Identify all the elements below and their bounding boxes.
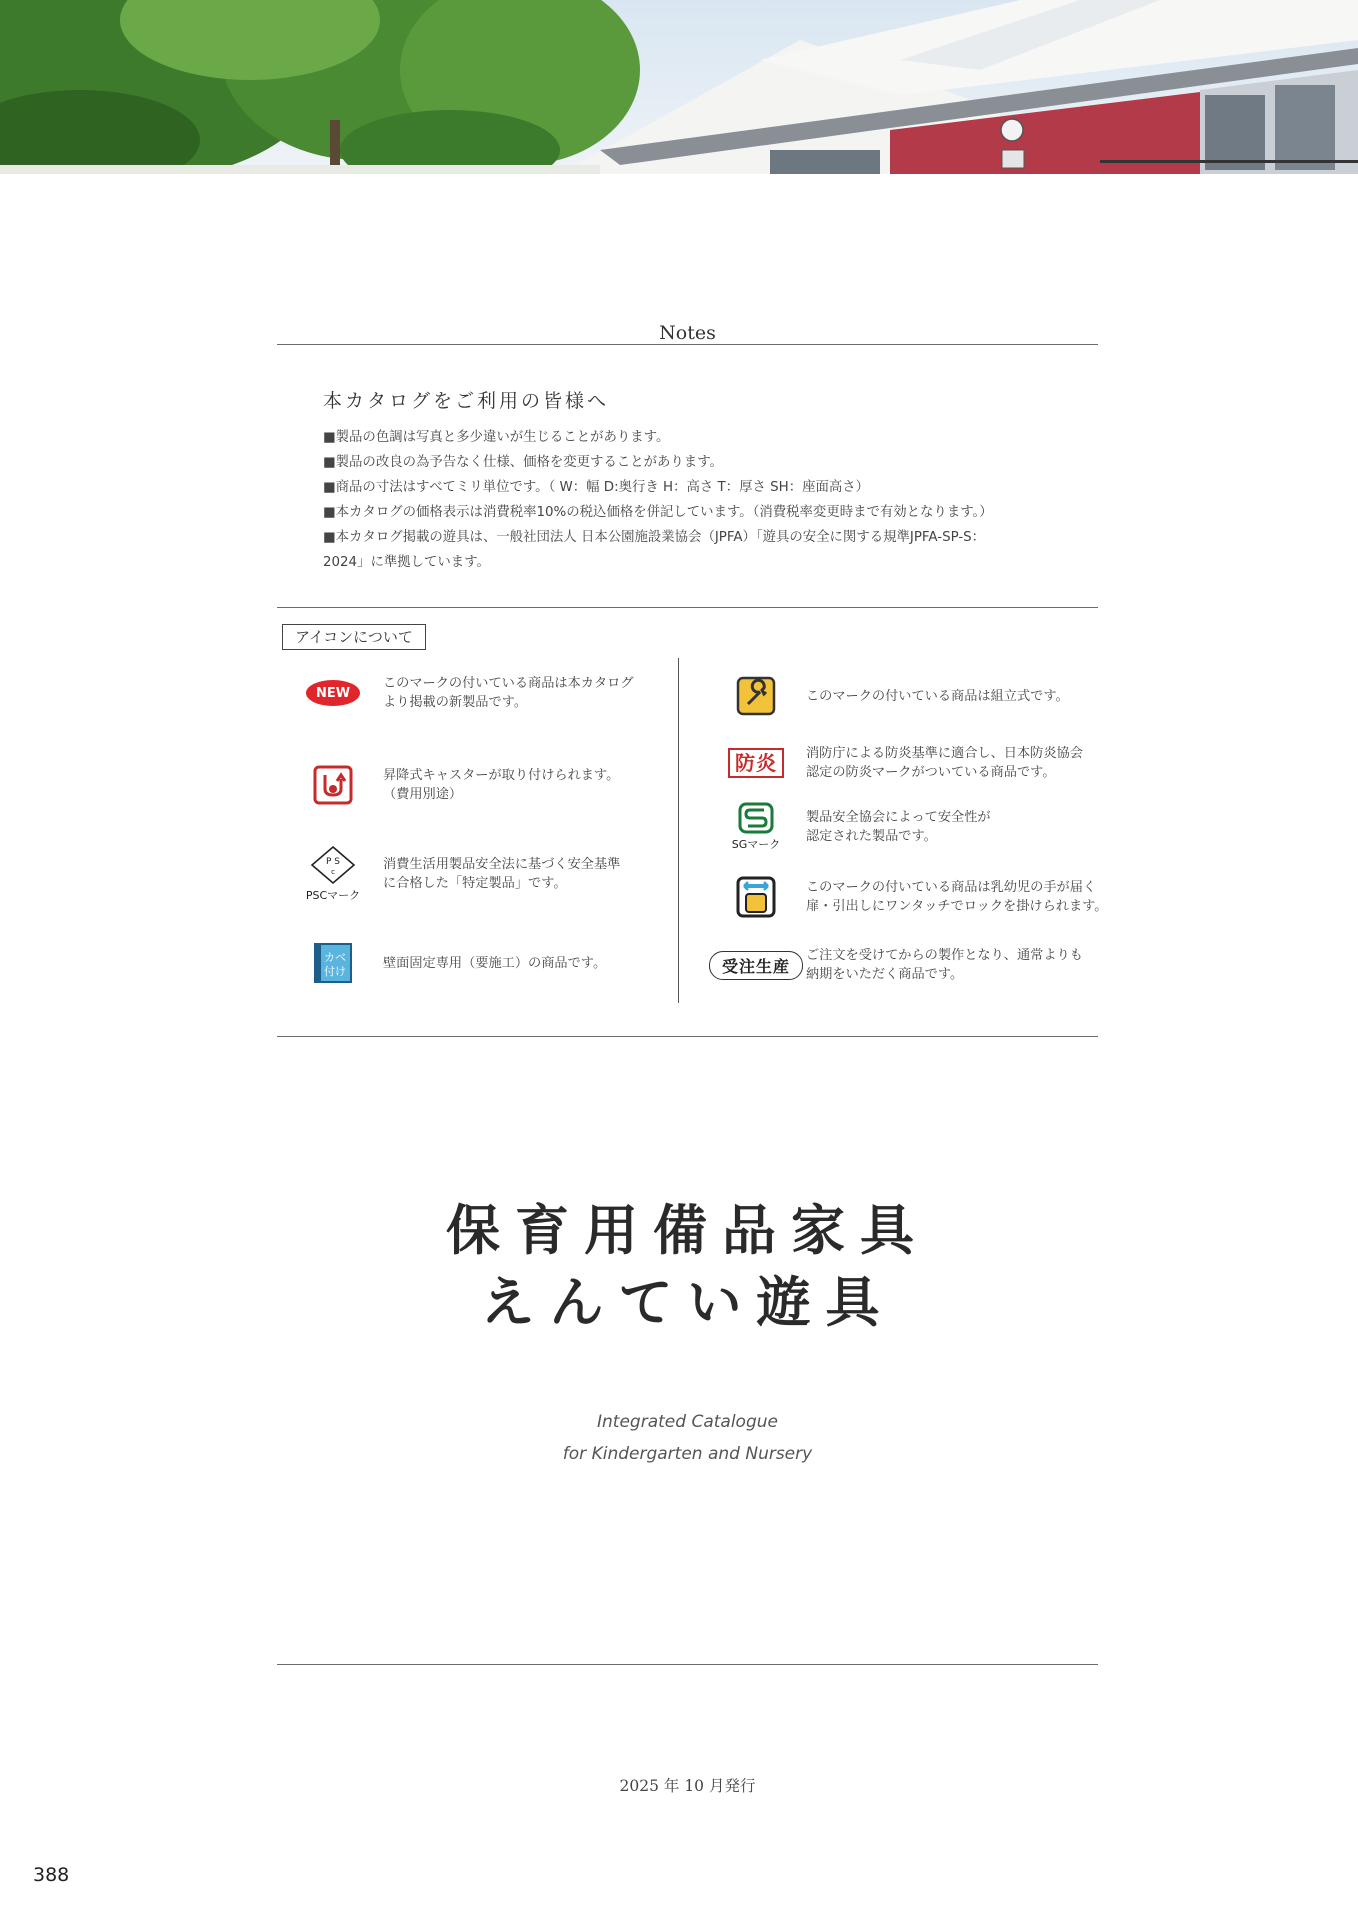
made-to-order-badge-icon: 受注生産 (709, 951, 803, 980)
icon-description: このマークの付いている商品は乳幼児の手が届く 扉・引出しにワンタッチでロックを掛けられます。 (806, 880, 1108, 914)
notes-heading: Notes (659, 322, 716, 344)
hero-photo (0, 0, 1358, 174)
catalog-subtitle (277, 1406, 1098, 1470)
assembly-icon (736, 676, 776, 716)
sg-caption: SGマーク (731, 838, 781, 851)
icon-description: このマークの付いている商品は本カタログ より掲載の新製品です。 (383, 676, 634, 710)
wall-mount-icon (313, 942, 353, 984)
icon-description: ご注文を受けてからの製作となり、通常よりも 納期をいただく商品です。 (806, 948, 1083, 982)
note-item: ■本カタログの価格表示は消費税率10%の税込価格を併記しています。（消費税率変更時まで有効となります。） (323, 505, 993, 520)
catalog-subtitle-line2: for Kindergarten and Nursery (562, 1444, 813, 1464)
icon-entry-new (283, 674, 634, 712)
fireproof-badge-icon: 防炎 (728, 748, 784, 778)
note-item: ■商品の寸法はすべてミリ単位です。（ W：幅 D:奥行き H：高さ T：厚さ SH：座面高さ） (323, 480, 870, 495)
note-item: ■製品の色調は写真と多少違いが生じることがあります。 (323, 430, 670, 445)
icons-column-divider (678, 658, 679, 1003)
sg-mark-icon (736, 802, 776, 834)
icon-entry-fireproof (706, 744, 1083, 782)
icon-entry-psc (283, 845, 620, 903)
catalog-title-line2: えんてい遊具 (480, 1271, 895, 1334)
icon-description: 壁面固定専用（要施工）の商品です。 (383, 955, 607, 971)
divider-icons-bottom (277, 1036, 1098, 1037)
catalog-subtitle-line1: Integrated Catalogue (597, 1412, 778, 1432)
issue-date: 2025 年 10 月発行 (619, 1777, 756, 1795)
svg-text:付け: 付け (324, 965, 346, 978)
child-lock-icon (736, 876, 776, 918)
note-item: ■製品の改良の為予告なく仕様、価格を変更することがあります。 (323, 455, 723, 470)
svg-text:カベ: カベ (324, 951, 346, 964)
catalog-title-line1: 保育用備品家具 (446, 1199, 929, 1262)
divider-notes-bottom (277, 607, 1098, 608)
note-item: ■本カタログ掲載の遊具は、一般社団法人 日本公園施設業協会（JPFA）「遊具の安全に関する規準JPFA-SP-S： 2024」に準拠しています。 (323, 530, 986, 570)
caster-icon (313, 765, 353, 805)
icon-entry-made-to-order (706, 946, 1083, 984)
psc-caption: PSCマーク (305, 889, 361, 902)
icons-section-label: アイコンについて (282, 624, 426, 650)
svg-text:c: c (331, 868, 335, 876)
icon-description: 製品安全協会によって安全性が 認定された製品です。 (806, 810, 991, 844)
icon-description: 消防庁による防炎基準に適合し、日本防炎協会 認定の防炎マークがついている商品です。 (806, 746, 1083, 780)
icon-description: 昇降式キャスターが取り付けられます。 （費用別途） (383, 768, 620, 802)
icon-description: 消費生活用製品安全法に基づく安全基準 に合格した「特定製品」です。 (383, 857, 621, 891)
notes-list (323, 425, 1063, 575)
icon-entry-caster (283, 765, 619, 805)
psc-mark-icon (310, 845, 356, 885)
divider-top (277, 344, 1098, 345)
icon-description: このマークの付いている商品は組立式です。 (806, 688, 1069, 704)
new-badge-icon: NEW (306, 680, 360, 706)
svg-text:P S: P S (325, 857, 341, 867)
icon-entry-assembly (706, 676, 1069, 716)
catalog-title (277, 1195, 1098, 1339)
icon-entry-sg (706, 802, 991, 852)
icon-entry-wall (283, 942, 606, 984)
icon-entry-child-lock (706, 876, 1107, 918)
page-number: 388 (33, 1864, 70, 1886)
divider-bottom (277, 1664, 1098, 1665)
intro-title: 本カタログをご利用の皆様へ (323, 390, 610, 412)
